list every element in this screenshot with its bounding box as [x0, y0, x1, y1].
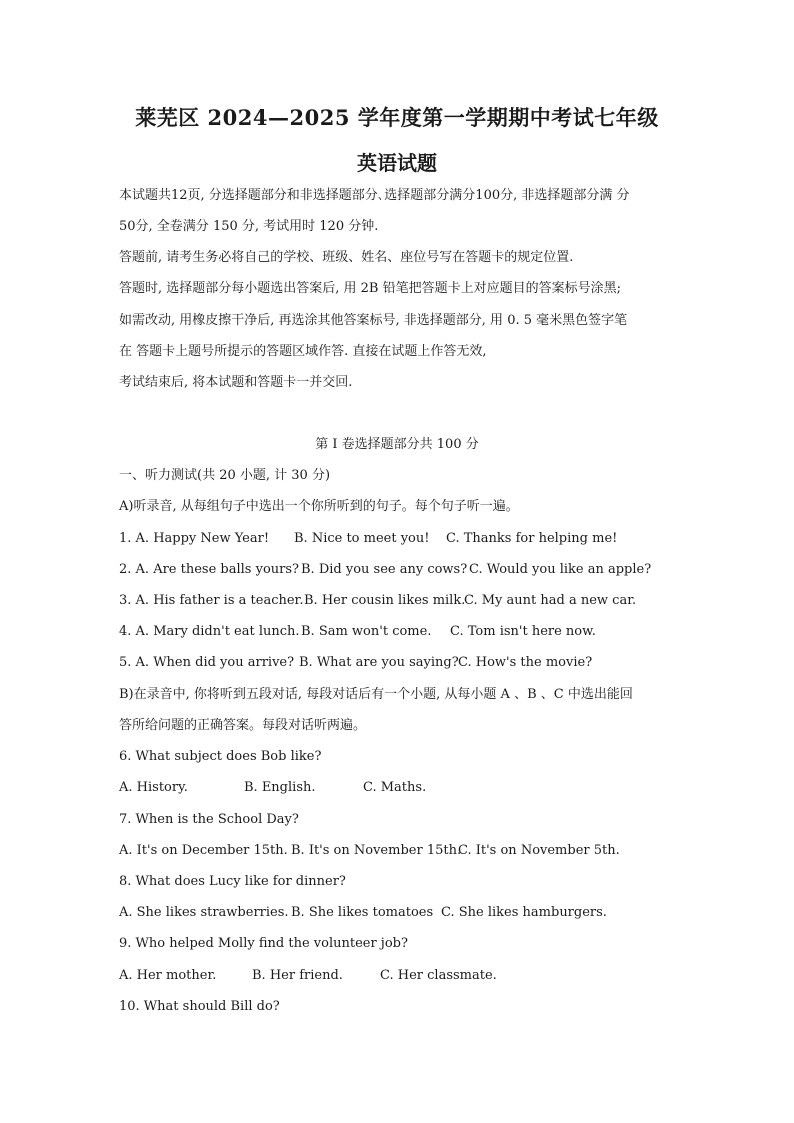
section-b-instruction: 答所给问题的正确答案。每段对话听两遍。 — [119, 718, 367, 733]
exam-title: 莱芜区 2024—2025 学年度第一学期期中考试七年级 — [135, 105, 659, 130]
instruction-line: 考试结束后, 将本试题和答题卡一并交回. — [119, 375, 353, 390]
option-a: 2. A. Are these balls yours? — [119, 562, 299, 577]
instruction-line: 如需改动, 用橡皮擦干净后, 再选涂其他答案标号, 非选择题部分, 用 0. 5 毫米黑色签字笔 — [119, 313, 628, 328]
option-c: C. Thanks for helping me! — [446, 531, 618, 546]
option-b: B. Her friend. — [252, 968, 343, 983]
option-c: C. Tom isn't here now. — [450, 624, 596, 639]
option-b: B. It's on November 15th. — [291, 843, 462, 858]
instruction-line: 50分, 全卷满分 150 分, 考试用时 120 分钟. — [119, 219, 379, 234]
option-b: B. Sam won't come. — [301, 624, 432, 639]
option-c: C. Would you like an apple? — [469, 562, 652, 577]
question-stem: 9. Who helped Molly find the volunteer job? — [119, 936, 408, 951]
option-b: B. She likes tomatoes — [291, 905, 434, 920]
instruction-line: 答题前, 请考生务必将自己的学校、班级、姓名、座位号写在答题卡的规定位置. — [119, 250, 574, 265]
option-a: 5. A. When did you arrive? — [119, 655, 295, 670]
option-c: C. She likes hamburgers. — [441, 905, 607, 920]
part-title: 第 I 卷选择题部分共 100 分 — [315, 437, 479, 452]
option-a: A. It's on December 15th. — [119, 843, 288, 858]
section-b-instruction: B)在录音中, 你将听到五段对话, 每段对话后有一个小题, 从每小题 A 、B 、C 中选出能回 — [119, 687, 633, 702]
instruction-line: 答题时, 选择题部分每小题选出答案后, 用 2B 铅笔把答题卡上对应题目的答案标号涂黑; — [119, 281, 621, 296]
instruction-line: 在 答题卡上题号所提示的答题区域作答. 直接在试题上作答无效, — [119, 344, 487, 359]
option-c: C. Maths. — [363, 780, 427, 795]
instruction-line: 本试题共12页, 分选择题部分和非选择题部分､选择题部分满分100分, 非选择题部分满 分 — [119, 188, 630, 203]
option-b: B. What are you saying? — [299, 655, 459, 670]
option-c: C. My aunt had a new car. — [464, 593, 637, 608]
option-a: A. Her mother. — [119, 968, 217, 983]
option-a: 4. A. Mary didn't eat lunch. — [119, 624, 300, 639]
section-heading: 一、听力测试(共 20 小题, 计 30 分) — [119, 468, 331, 483]
exam-subtitle: 英语试题 — [357, 151, 437, 175]
question-stem: 10. What should Bill do? — [119, 999, 280, 1014]
question-stem: 6. What subject does Bob like? — [119, 749, 322, 764]
option-c: C. It's on November 5th. — [458, 843, 620, 858]
option-b: B. English. — [244, 780, 316, 795]
option-b: B. Her cousin likes milk. — [304, 593, 466, 608]
option-a: A. She likes strawberries. — [119, 905, 289, 920]
question-stem: 8. What does Lucy like for dinner? — [119, 874, 346, 889]
question-stem: 7. When is the School Day? — [119, 812, 299, 827]
section-a-instruction: A)听录音, 从每组句子中选出一个你所听到的句子。每个句子听一遍。 — [119, 499, 519, 514]
option-c: C. How's the movie? — [458, 655, 593, 670]
option-a: 3. A. His father is a teacher. — [119, 593, 304, 608]
option-b: B. Nice to meet you! — [294, 531, 430, 546]
option-c: C. Her classmate. — [380, 968, 497, 983]
option-a: 1. A. Happy New Year! — [119, 531, 270, 546]
option-b: B. Did you see any cows? — [301, 562, 468, 577]
option-a: A. History. — [119, 780, 188, 795]
